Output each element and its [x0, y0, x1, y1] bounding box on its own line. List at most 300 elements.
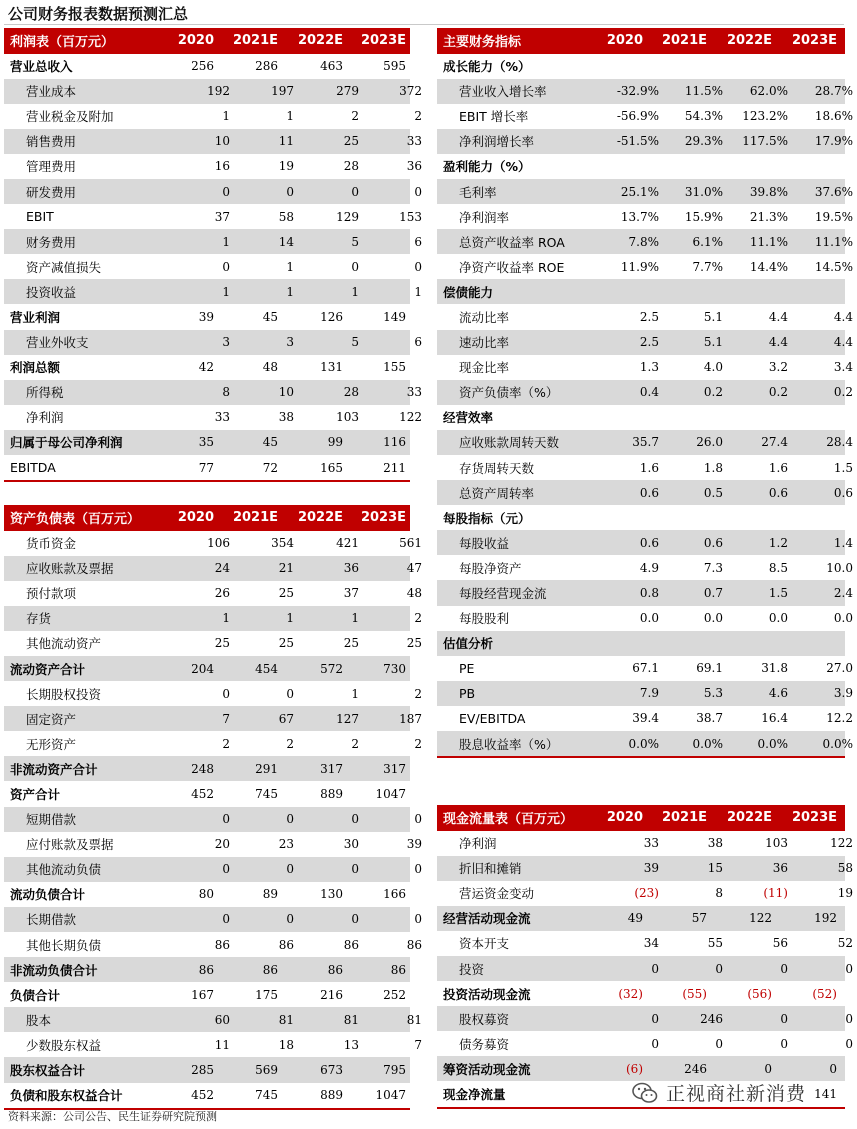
cell-value: 33: [214, 410, 230, 425]
cell-value: 0: [414, 812, 422, 827]
cell-value: 454: [255, 661, 278, 676]
cell-value: 3: [286, 335, 294, 350]
cell-value: 131: [320, 360, 343, 375]
table-row: [437, 405, 845, 430]
cell-value: 0.0%: [628, 736, 659, 751]
cell-value: 165: [320, 460, 343, 475]
row-label: 应付账款及票据: [26, 837, 114, 853]
row-label: 营运资金变动: [459, 886, 535, 902]
cell-value: 0: [286, 862, 294, 877]
cell-value: 11.1%: [749, 234, 788, 249]
cell-value: 246: [700, 1011, 723, 1026]
row-label: 财务费用: [26, 234, 77, 250]
cell-value: 1: [351, 686, 359, 701]
row-label: 流动资产合计: [10, 661, 86, 677]
cell-value: 19: [837, 886, 853, 901]
cell-value: 0: [222, 812, 230, 827]
cell-value: 35: [198, 435, 214, 450]
cell-value: 167: [191, 987, 214, 1002]
cell-value: 0: [351, 812, 359, 827]
cell-value: -51.5%: [616, 134, 659, 149]
cell-value: 0: [845, 1011, 853, 1026]
table-row: [4, 731, 422, 756]
cell-value: 72: [262, 460, 278, 475]
table-row: [4, 756, 410, 781]
row-label: 经营效率: [443, 410, 494, 426]
table-row: [437, 355, 853, 380]
year-header: 2020: [606, 33, 643, 49]
cell-value: 11.5%: [684, 84, 723, 99]
cell-value: 69.1: [696, 661, 723, 676]
table-row: [437, 631, 845, 656]
cell-value: 0: [286, 184, 294, 199]
cell-value: 54.3%: [684, 109, 723, 124]
table-row: [4, 154, 422, 179]
cell-value: 0: [764, 1061, 772, 1076]
table-row: [4, 832, 422, 857]
table-row: [437, 831, 853, 856]
cell-value: 252: [383, 987, 406, 1002]
cell-value: 595: [383, 59, 406, 74]
row-label: 应收账款及票据: [26, 561, 114, 577]
cell-value: 52: [837, 936, 853, 951]
table-row: [437, 129, 853, 154]
cell-value: 0: [715, 1036, 723, 1051]
cell-value: 0: [845, 961, 853, 976]
table-row: [4, 656, 410, 681]
cell-value: 24: [214, 561, 230, 576]
cell-value: 187: [399, 711, 422, 726]
cell-value: 18: [278, 1037, 294, 1052]
cell-value: 17.9%: [814, 134, 853, 149]
cell-value: 7: [222, 711, 230, 726]
table-row: [437, 430, 853, 455]
cell-value: 8: [715, 886, 723, 901]
cell-value: 1047: [375, 786, 406, 801]
cell-value: 175: [255, 987, 278, 1002]
cell-value: 745: [255, 786, 278, 801]
row-label: 资产负债率（%）: [459, 385, 559, 401]
row-label: 折旧和摊销: [459, 861, 522, 877]
cell-value: 0: [651, 961, 659, 976]
cell-value: (56): [747, 986, 772, 1001]
row-label: 净利润率: [459, 209, 510, 225]
cell-value: 33: [406, 385, 422, 400]
cell-value: 36: [406, 159, 422, 174]
cell-value: (23): [634, 886, 659, 901]
cell-value: 81: [343, 1012, 359, 1027]
cell-value: 86: [278, 937, 294, 952]
table-row: [4, 254, 422, 279]
row-label: 流动负债合计: [10, 887, 86, 903]
cell-value: 45: [262, 435, 278, 450]
cell-value: 2: [414, 611, 422, 626]
cell-value: 56: [772, 936, 788, 951]
cell-value: 28: [343, 159, 359, 174]
cell-value: 1: [222, 611, 230, 626]
cell-value: 42: [198, 360, 214, 375]
table-row: [4, 706, 422, 731]
cell-value: 2: [351, 736, 359, 751]
cell-value: 116: [383, 435, 406, 450]
row-label: PE: [459, 660, 475, 676]
title-divider: [4, 24, 844, 25]
cell-value: 0: [222, 912, 230, 927]
cell-value: 0.2: [768, 385, 788, 400]
row-label: 每股股利: [459, 611, 510, 627]
cell-value: 204: [191, 661, 214, 676]
row-label: 速动比率: [459, 335, 510, 351]
row-label: 债务募资: [459, 1036, 510, 1052]
cell-value: 572: [320, 661, 343, 676]
cell-value: 48: [406, 586, 422, 601]
cell-value: 153: [399, 209, 422, 224]
cell-value: 37: [214, 209, 230, 224]
cell-value: 33: [406, 134, 422, 149]
row-label: 所得税: [26, 385, 64, 401]
cell-value: 3: [222, 335, 230, 350]
cell-value: 11: [278, 134, 294, 149]
cell-value: 0.6: [768, 485, 788, 500]
table-header-row: [437, 28, 845, 54]
row-label: 营业税金及附加: [26, 109, 114, 125]
year-header: 2023E: [791, 33, 837, 49]
cell-value: 0.0%: [822, 736, 853, 751]
row-label: 营业收入增长率: [459, 84, 547, 100]
cell-value: 1.6: [768, 460, 788, 475]
row-label: 净利润: [459, 836, 497, 852]
cell-value: 2: [351, 109, 359, 124]
table-row: [4, 807, 422, 832]
cell-value: 47: [406, 561, 422, 576]
row-label: 筹资活动现金流: [443, 1061, 531, 1077]
table-row: [4, 681, 422, 706]
table-row: [437, 731, 853, 756]
year-header: 2021E: [232, 510, 278, 526]
cell-value: 67.1: [632, 661, 659, 676]
cell-value: 127: [336, 711, 359, 726]
table-row: [437, 254, 853, 279]
row-label: 每股收益: [459, 535, 510, 551]
table-title: 现金流量表（百万元）: [443, 812, 574, 828]
cell-value: 37: [343, 586, 359, 601]
cell-value: 30: [343, 837, 359, 852]
row-label: 短期借款: [26, 812, 77, 828]
cell-value: 3.2: [768, 360, 788, 375]
cell-value: 35.7: [632, 435, 659, 450]
cell-value: 29.3%: [684, 134, 723, 149]
cell-value: 36: [343, 561, 359, 576]
table-row: [437, 505, 845, 530]
cell-value: 31.8: [761, 661, 788, 676]
year-header: 2020: [177, 33, 214, 49]
cash-flow-table: [437, 805, 853, 1109]
row-label: 股息收益率（%）: [459, 736, 559, 752]
cell-value: 0.5: [703, 485, 723, 500]
cell-value: 20: [214, 837, 230, 852]
cell-value: 39.4: [632, 711, 659, 726]
watermark-text: 正视商社新消费: [666, 1083, 807, 1105]
cell-value: 4.4: [833, 309, 853, 324]
cell-value: 99: [327, 435, 343, 450]
cell-value: 192: [207, 84, 230, 99]
table-row: [4, 330, 422, 355]
year-header: 2020: [606, 810, 643, 826]
cell-value: 141: [814, 1086, 837, 1101]
row-label: 总资产收益率 ROA: [459, 234, 565, 250]
cell-value: 25: [343, 636, 359, 651]
cell-value: 286: [255, 59, 278, 74]
cell-value: -56.9%: [616, 109, 659, 124]
cell-value: 0.0: [703, 611, 723, 626]
table-row: [437, 204, 853, 229]
cell-value: 0.2: [703, 385, 723, 400]
cell-value: 0: [845, 1036, 853, 1051]
row-label: 股权募资: [459, 1011, 510, 1027]
cell-value: 0.4: [639, 385, 659, 400]
cell-value: 5.1: [703, 335, 723, 350]
table-row: [437, 580, 853, 605]
cell-value: 569: [255, 1063, 278, 1078]
cell-value: 11.9%: [620, 259, 659, 274]
cell-value: 126: [320, 309, 343, 324]
table-row: [437, 455, 853, 480]
table-row: [437, 881, 853, 906]
table-row: [4, 355, 410, 380]
year-header: 2022E: [726, 810, 772, 826]
cell-value: 1.4: [833, 535, 853, 550]
cell-value: 0.6: [639, 485, 659, 500]
cell-value: 14: [278, 234, 294, 249]
cell-value: 0: [351, 184, 359, 199]
table-row: [437, 480, 853, 505]
cell-value: 372: [399, 84, 422, 99]
table-row: [4, 581, 422, 606]
row-label: PB: [459, 685, 476, 701]
cell-value: 39: [406, 837, 422, 852]
cell-value: 25: [278, 586, 294, 601]
cell-value: 4.0: [703, 360, 723, 375]
cell-value: 0.6: [833, 485, 853, 500]
cell-value: 166: [383, 887, 406, 902]
cell-value: 14.5%: [814, 259, 853, 274]
row-label: 股本: [26, 1012, 52, 1028]
year-header: 2023E: [791, 810, 837, 826]
cell-value: 25: [214, 636, 230, 651]
row-label: 投资: [459, 961, 485, 977]
cell-value: 37.6%: [814, 184, 853, 199]
cell-value: 0: [780, 961, 788, 976]
cell-value: -32.9%: [616, 84, 659, 99]
table-header-row: [4, 505, 410, 531]
year-header: 2023E: [360, 510, 406, 526]
cell-value: 86: [198, 962, 214, 977]
row-label: 投资活动现金流: [443, 986, 531, 1002]
cell-value: (52): [812, 986, 837, 1001]
page-title: 公司财务报表数据预测汇总: [8, 5, 189, 23]
row-label: 其他长期负债: [26, 937, 102, 953]
cell-value: 0: [414, 184, 422, 199]
cell-value: 2.5: [639, 309, 659, 324]
row-label: 固定资产: [26, 711, 77, 727]
cell-value: 2: [414, 686, 422, 701]
row-label: 存货周转天数: [459, 460, 535, 476]
cell-value: 89: [262, 887, 278, 902]
cell-value: 77: [198, 460, 214, 475]
table-row: [4, 204, 422, 229]
cell-value: 795: [383, 1063, 406, 1078]
cell-value: 38.7: [696, 711, 723, 726]
cell-value: (55): [682, 986, 707, 1001]
cell-value: 10: [278, 385, 294, 400]
cell-value: 103: [336, 410, 359, 425]
cell-value: 452: [191, 786, 214, 801]
row-label: 管理费用: [26, 159, 77, 175]
row-label: 长期股权投资: [26, 686, 102, 702]
cell-value: 561: [399, 536, 422, 551]
table-row: [4, 54, 410, 79]
table-title: 利润表（百万元）: [10, 35, 115, 51]
wechat-icon: [632, 1082, 658, 1104]
row-label: 其他流动资产: [26, 636, 102, 652]
table-row: [437, 931, 853, 956]
cell-value: 2: [286, 736, 294, 751]
row-label: 归属于母公司净利润: [10, 435, 123, 451]
cell-value: 18.6%: [814, 109, 853, 124]
cell-value: 60: [214, 1012, 230, 1027]
cell-value: 0: [780, 1011, 788, 1026]
table-row: [4, 957, 410, 982]
cell-value: 19.5%: [814, 209, 853, 224]
row-label: 负债合计: [10, 987, 61, 1003]
table-row: [4, 1083, 410, 1108]
row-label: 现金净流量: [443, 1086, 506, 1102]
cell-value: 10.0: [826, 560, 853, 575]
cell-value: 317: [320, 761, 343, 776]
row-label: 非流动负债合计: [10, 962, 98, 978]
cell-value: 58: [837, 861, 853, 876]
cell-value: 86: [343, 937, 359, 952]
cell-value: 31.0%: [684, 184, 723, 199]
cell-value: 2: [414, 109, 422, 124]
cell-value: 57: [691, 911, 707, 926]
cell-value: 149: [383, 309, 406, 324]
table-header-row: [4, 28, 410, 54]
table-row: [4, 1032, 422, 1057]
cell-value: 7.9: [639, 686, 659, 701]
row-label: 净资产收益率 ROE: [459, 259, 565, 275]
cell-value: 0: [414, 912, 422, 927]
cell-value: 11.1%: [814, 234, 853, 249]
cell-value: 36: [772, 861, 788, 876]
table-row: [437, 530, 853, 555]
row-label: 每股净资产: [459, 560, 522, 576]
cell-value: 2.5: [639, 335, 659, 350]
cell-value: 2: [222, 736, 230, 751]
year-header: 2022E: [297, 33, 343, 49]
cell-value: 15.9%: [684, 209, 723, 224]
row-label: 预付款项: [26, 586, 77, 602]
cell-value: 1.2: [768, 535, 788, 550]
table-row: [4, 1057, 410, 1082]
cell-value: 0: [286, 812, 294, 827]
cell-value: 0.6: [703, 535, 723, 550]
cell-value: 26: [214, 586, 230, 601]
cell-value: 0: [829, 1061, 837, 1076]
cell-value: 6.1%: [692, 234, 723, 249]
cell-value: 1.8: [703, 460, 723, 475]
table-row: [4, 882, 410, 907]
row-label: 净利润: [26, 410, 64, 426]
cell-value: 25: [343, 134, 359, 149]
cell-value: 13: [343, 1037, 359, 1052]
cell-value: 13.7%: [620, 209, 659, 224]
row-label: 负债和股东权益合计: [10, 1088, 123, 1104]
cell-value: 1.3: [639, 360, 659, 375]
cell-value: 745: [255, 1088, 278, 1103]
cell-value: 16.4: [761, 711, 788, 726]
cell-value: 1047: [375, 1088, 406, 1103]
cell-value: 86: [327, 962, 343, 977]
cell-value: 0: [222, 184, 230, 199]
cell-value: 130: [320, 887, 343, 902]
source-note: 资料来源：公司公告、民生证券研究院预测: [8, 1110, 217, 1123]
year-header: 2021E: [661, 33, 707, 49]
cell-value: 39: [198, 309, 214, 324]
cell-value: 122: [830, 836, 853, 851]
row-label: 营业外收支: [26, 335, 89, 351]
table-row: [437, 1006, 853, 1031]
cell-value: (32): [618, 986, 643, 1001]
cell-value: 86: [214, 937, 230, 952]
row-label: EBITDA: [10, 460, 56, 476]
table-row: [4, 405, 422, 430]
table-row: [437, 179, 853, 204]
row-label: 资产合计: [10, 786, 61, 802]
cell-value: 15: [707, 861, 723, 876]
row-label: 偿债能力: [443, 284, 494, 300]
cell-value: 7.3: [703, 560, 723, 575]
cell-value: 26.0: [696, 435, 723, 450]
table-row: [437, 229, 853, 254]
income-statement-table: [4, 28, 422, 482]
cell-value: 19: [278, 159, 294, 174]
row-label: 其他流动负债: [26, 862, 102, 878]
cell-value: 86: [262, 962, 278, 977]
cell-value: 5.1: [703, 309, 723, 324]
cell-value: 14.4%: [749, 259, 788, 274]
row-label: 应收账款周转天数: [459, 435, 560, 451]
row-label: 销售费用: [26, 134, 77, 150]
cell-value: 21.3%: [749, 209, 788, 224]
row-label: 营业成本: [26, 84, 77, 100]
table-row: [437, 279, 845, 304]
row-label: 营业利润: [10, 309, 61, 325]
cell-value: 279: [336, 84, 359, 99]
row-label: 现金比率: [459, 360, 510, 376]
cell-value: 6: [414, 335, 422, 350]
cell-value: 248: [191, 761, 214, 776]
cell-value: 246: [684, 1061, 707, 1076]
table-row: [437, 981, 845, 1006]
cell-value: 192: [814, 911, 837, 926]
cell-value: 8: [222, 385, 230, 400]
table-row: [4, 932, 422, 957]
year-header: 2023E: [360, 33, 406, 49]
cell-value: 129: [336, 209, 359, 224]
table-row: [437, 956, 853, 981]
row-label: 投资收益: [26, 284, 77, 300]
